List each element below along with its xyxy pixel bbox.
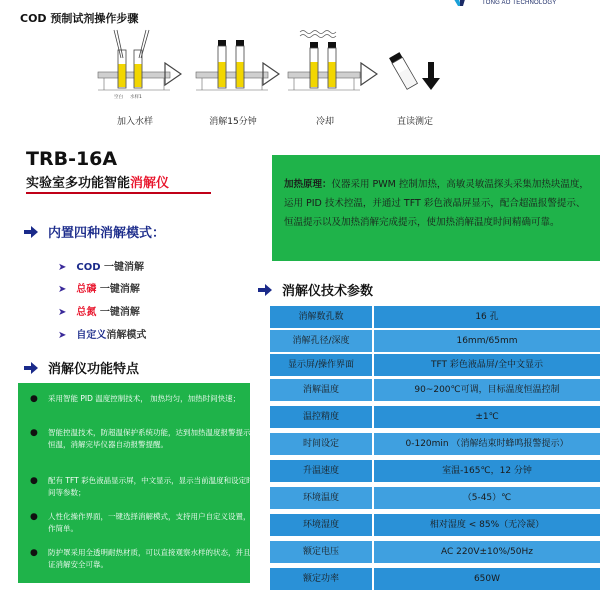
bullet-dot-icon: ● xyxy=(30,476,38,486)
tube-label-blank: 空白 xyxy=(114,95,123,100)
mode-item-custom: ➤ 自定义消解模式 xyxy=(58,330,147,341)
step-cool-illustration xyxy=(280,28,370,92)
step-arrow-icon xyxy=(262,62,280,86)
step-arrow-icon xyxy=(360,62,378,86)
bullet-dot-icon: ● xyxy=(30,428,38,438)
table-row: 时间设定 0-120min （消解结束时蜂鸣报警提示） xyxy=(270,433,600,455)
mode-item-tp: ➤ 总磷 一键消解 xyxy=(58,284,140,295)
bullet-dot-icon: ● xyxy=(30,394,38,404)
step-label-cool: 冷却 xyxy=(315,117,334,127)
step-arrow-icon xyxy=(164,62,182,86)
specs-heading: 消解仪技术参数 xyxy=(258,280,373,299)
subtitle-highlight: 消解仪 xyxy=(130,176,170,191)
table-row: 消解温度 90~200℃可调，目标温度恒温控制 xyxy=(270,379,600,401)
step-label-read: 直读测定 xyxy=(396,117,433,127)
bullet-arrow-icon: ➤ xyxy=(58,262,67,273)
section-arrow-icon xyxy=(24,226,38,238)
bullet-dot-icon: ● xyxy=(30,512,38,522)
bullet-dot-icon: ● xyxy=(30,548,38,558)
step-label-add-sample: 加入水样 xyxy=(116,117,153,127)
tube-label-sample: 水样1 xyxy=(130,95,142,100)
feature-item: ● 人性化操作界面，一键选择消解模式，支持用户自定义设置，操作简单。 xyxy=(30,512,258,533)
company-logo xyxy=(450,0,590,12)
step-read-illustration xyxy=(384,28,474,92)
product-subtitle xyxy=(26,172,169,191)
step-label-digest: 消解15分钟 xyxy=(209,117,257,127)
section-arrow-icon xyxy=(24,362,38,374)
subtitle-main: 实验室多功能智能 xyxy=(26,176,131,191)
table-row: 额定功率 650W xyxy=(270,568,600,590)
principle-label: 加热原理： xyxy=(284,179,332,190)
features-box xyxy=(18,383,258,583)
features-heading: 消解仪功能特点 xyxy=(24,358,139,377)
table-row: 温控精度 ±1℃ xyxy=(270,406,600,428)
bullet-arrow-icon: ➤ xyxy=(58,284,67,295)
feature-item: ● 配有 TFT 彩色液晶显示屏，中文显示，显示当前温度和设定时间等参数； xyxy=(30,476,254,497)
mode-item-cod: ➤ COD 一键消解 xyxy=(58,262,145,273)
logo-text: TONG AO TECHNOLOGY xyxy=(482,0,557,6)
feature-item: ● 智能控温技术，防超温保护系统功能，达到加热温度报警提示并恒温，消解完毕仪器自动报警提醒。 xyxy=(30,428,258,449)
bullet-arrow-icon: ➤ xyxy=(58,330,67,341)
table-row: 升温速度 室温-165℃，12 分钟 xyxy=(270,460,600,482)
heating-principle-text: 加热原理：仪器采用 PWM 控制加热，高敏灵敏温探头采集加热块温度，运用 PID 技术控温，并通过 TFT 彩色液晶屏显示，配合超温报警提示、恒温提示以及加热消解完成提示，使加热消解温度时间精确可靠。 xyxy=(284,179,589,228)
mode-item-tn: ➤ 总氮 一键消解 xyxy=(58,307,140,318)
table-row: 显示屏/操作界面 TFT 彩色液晶屏/全中文显示 xyxy=(270,354,600,376)
table-row: 消解孔径/深度 16mm/65mm xyxy=(270,330,600,352)
title-divider xyxy=(26,192,211,194)
product-model: TRB-16A xyxy=(26,148,118,170)
table-row: 环境温度 （5-45）℃ xyxy=(270,487,600,509)
table-row: 消解数孔数 16 孔 xyxy=(270,306,600,328)
feature-item: ● 防护罩采用全透明耐热材质，可以直接观察水样的状态，并且保证消解安全可靠。 xyxy=(30,548,258,569)
logo-mark-icon xyxy=(450,0,472,8)
feature-item: ● 采用智能 PID 温度控制技术， 加热均匀，加热时间快速； xyxy=(30,394,241,404)
table-row: 额定电压 AC 220V±10%/50Hz xyxy=(270,541,600,563)
section-arrow-icon xyxy=(258,284,272,296)
heating-principle-box xyxy=(272,155,600,261)
modes-heading: 内置四种消解模式： xyxy=(24,222,165,241)
bullet-arrow-icon: ➤ xyxy=(58,307,67,318)
table-row: 环境湿度 相对湿度 < 85%（无冷凝） xyxy=(270,514,600,536)
steps-title: COD 预制试剂操作步骤 xyxy=(20,12,139,25)
